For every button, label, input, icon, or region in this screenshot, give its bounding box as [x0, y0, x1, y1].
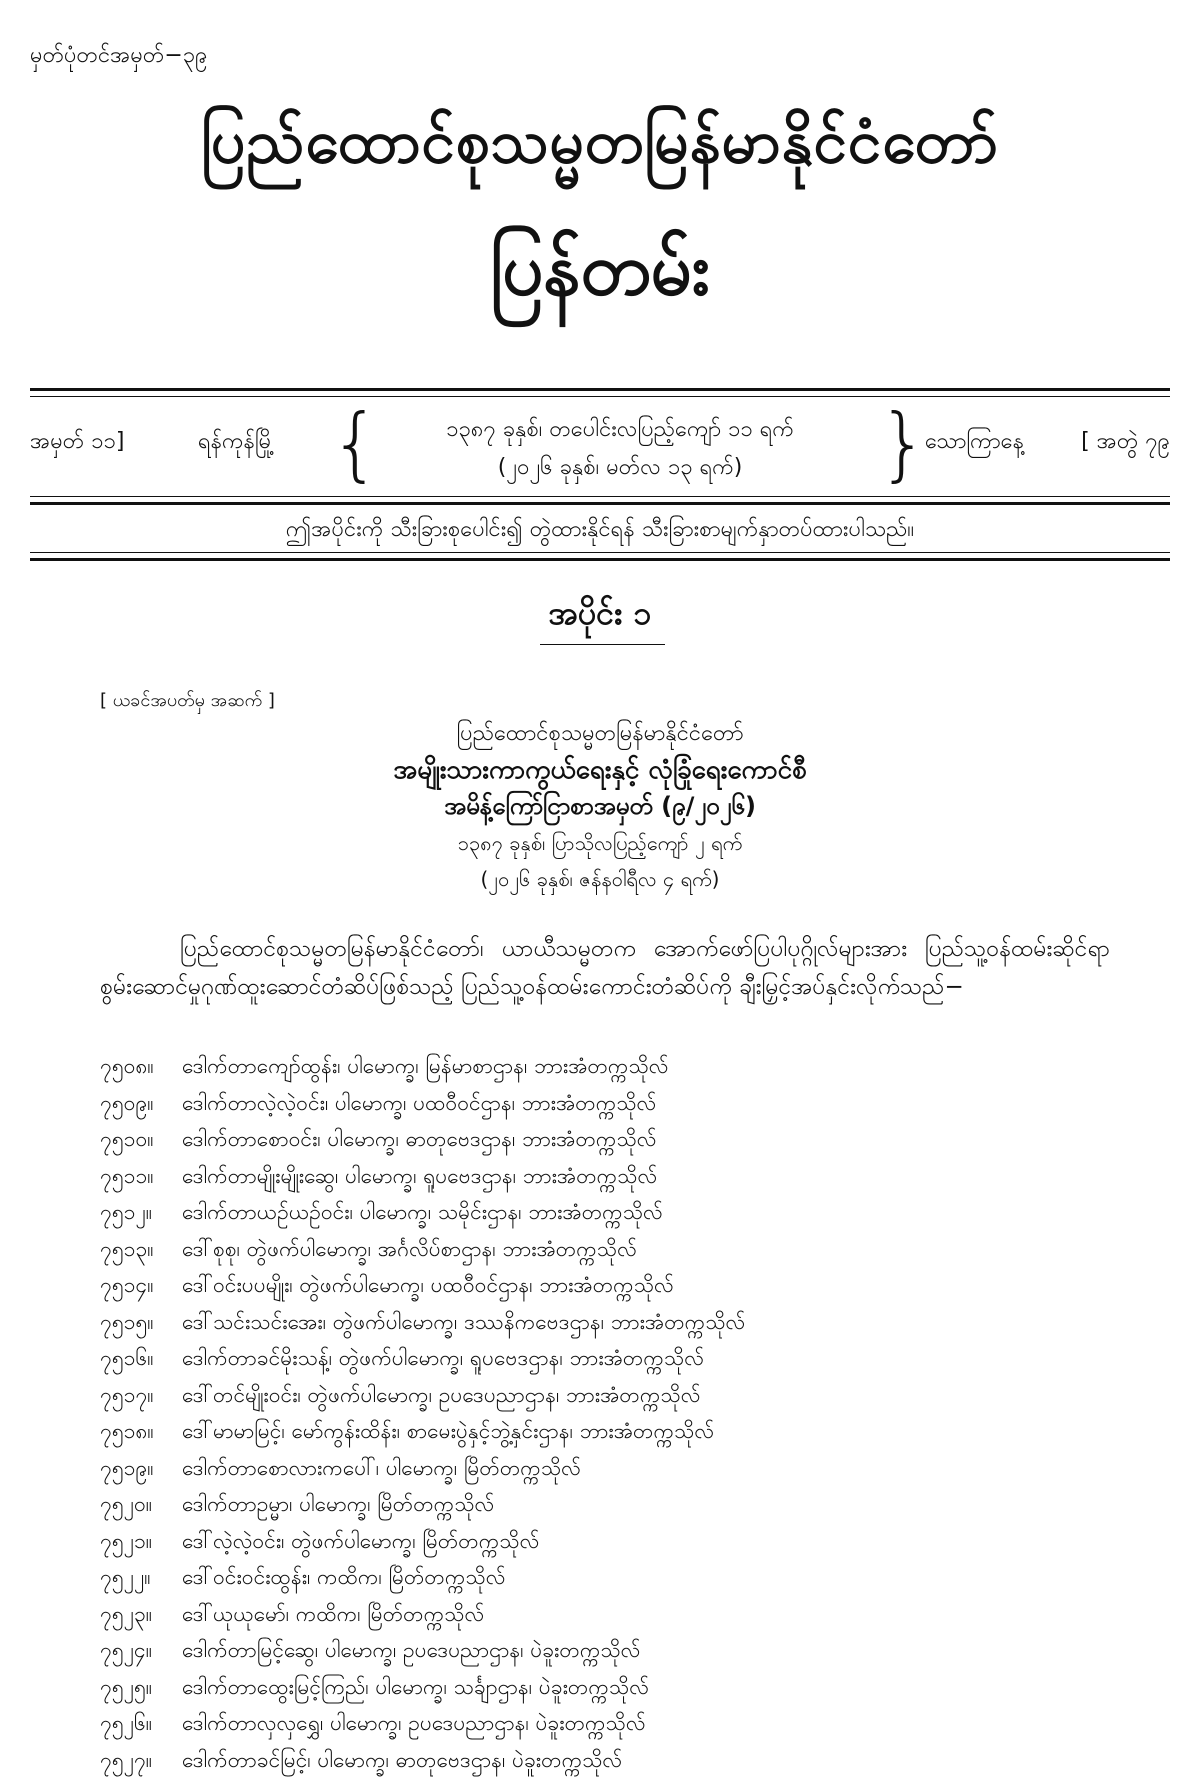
list-item — [100, 1304, 1150, 1341]
issue-info-bar — [30, 397, 1170, 500]
mid-rule-thin — [30, 496, 1170, 497]
entry-text: ဒေါက်တာလှလှရွှေ၊ ပါမောက္ခ၊ ဥပဒေပညာဌာန၊ ပဲခူးတက္ကသိုလ် — [182, 1711, 646, 1735]
entry-text: ဒေါ်ယုယုမော်၊ ကထိက၊ မြိတ်တက္ကသိုလ် — [182, 1601, 485, 1626]
entry-text: ဒေါက်တာထွေးမြင့်ကြည်၊ ပါမောက္ခ၊ သင်္ချာဌာန၊ ပဲခူးတက္ကသိုလ် — [182, 1674, 649, 1699]
entry-number: ၇၅၁၁။ — [100, 1163, 154, 1188]
list-item — [100, 1632, 1150, 1669]
entry-text: ဒေါက်တာဥမ္မာ၊ ပါမောက္ခ၊ မြိတ်တက္ကသိုလ် — [182, 1492, 495, 1516]
entry-text: ဒေါက်တာခင်မိုးသန့်၊ တွဲဖက်ပါမောက္ခ၊ ရူပဗေဒဌာန၊ ဘားအံတက္ကသိုလ် — [182, 1346, 704, 1370]
issue-number: အမှတ် ၁၁] — [30, 429, 125, 454]
entry-number: ၇၅၀၈။ — [100, 1054, 154, 1078]
list-item — [100, 1048, 1150, 1085]
registration-number: မှတ်ပုံတင်အမှတ်−၃၉ — [30, 43, 208, 68]
list-item — [100, 1559, 1150, 1596]
entry-number: ၇၅၂၅။ — [100, 1674, 153, 1699]
section-underline — [540, 644, 665, 645]
gazette-subtitle: ပြန်တမ်း — [490, 227, 710, 311]
entry-text: ဒေါက်တာယဉ်ယဉ်ဝင်း၊ ပါမောက္ခ၊ သမိုင်းဌာန၊ ဘားအံတက္ကသိုလ် — [182, 1200, 663, 1224]
issue-weekday: သောကြာနေ့ — [925, 429, 1024, 454]
award-list — [100, 1048, 1150, 1778]
list-item — [100, 1267, 1150, 1304]
entry-number: ၇၅၁၆။ — [100, 1346, 154, 1370]
top-rule-thick — [30, 388, 1170, 391]
entry-text: ဒေါ်တင်မျိုးဝင်း၊ တွဲဖက်ပါမောက္ခ၊ ဥပဒေပညာဌာန၊ ဘားအံတက္ကသိုလ် — [182, 1382, 701, 1407]
entry-text: ဒေါက်တာခင်မြင့်၊ ပါမောက္ခ၊ ဓာတုဗေဒဌာန၊ ပဲခူးတက္ကသိုလ် — [182, 1747, 623, 1772]
list-item — [100, 1231, 1150, 1268]
entry-text: ဒေါက်တာကျော်ထွန်း၊ ပါမောက္ခ၊ မြန်မာစာဌာန၊ ဘားအံတက္ကသိုလ် — [182, 1054, 669, 1078]
list-item — [100, 1705, 1150, 1742]
list-item — [100, 1669, 1150, 1706]
order-number: အမိန့်ကြော်ငြာစာအမှတ် (၉/၂၀၂၆) — [444, 792, 756, 820]
issue-date-gregorian: (၂၀၂၆ ခုနှစ်၊ မတ်လ ၁၃ ရက်) — [497, 455, 743, 480]
entry-number: ၇၅၁၅။ — [100, 1309, 154, 1334]
list-item — [100, 1194, 1150, 1231]
mid-rule-thick — [30, 502, 1170, 505]
list-item — [100, 1413, 1150, 1450]
bottom-rule-thin — [30, 552, 1170, 553]
list-item — [100, 1121, 1150, 1158]
entry-number: ၇၅၂၃။ — [100, 1601, 153, 1626]
separate-page-notice: ဤအပိုင်းကို သီးခြားစုပေါင်း၍ တွဲထားနိုင်ရန် သီးခြားစာမျက်နှာတပ်ထားပါသည်။ — [285, 517, 915, 542]
issue-volume: [ အတွဲ ၇၉ — [1081, 429, 1170, 454]
list-item — [100, 1158, 1150, 1195]
entry-number: ၇၅၁၂။ — [100, 1200, 153, 1224]
bottom-rule-thick — [30, 558, 1170, 561]
entry-text: ဒေါက်တာလဲ့လဲ့ဝင်း၊ ပါမောက္ခ၊ ပထဝီဝင်ဌာန၊ ဘားအံတက္ကသိုလ် — [182, 1090, 657, 1115]
list-item — [100, 1450, 1150, 1487]
entry-text: ဒေါက်တာစောဝင်း၊ ပါမောက္ခ၊ ဓာတုဗေဒဌာန၊ ဘားအံတက္ကသိုလ် — [182, 1127, 657, 1151]
entry-text: ဒေါ်လဲ့လဲ့ဝင်း၊ တွဲဖက်ပါမောက္ခ၊ မြိတ်တက္ကသိုလ် — [182, 1528, 540, 1553]
award-paragraph: ပြည်ထောင်စုသမ္မတမြန်မာနိုင်ငံတော်၊ ယာယီသမ္မတက အောက်ဖော်ပြပါပုဂ္ဂိုလ်များအား ပြည်သူ့ဝန်ထမ်းဆိုင်ရာ စွမ်းဆောင်မှုဂုဏ်ထူးဆောင်တံဆိပ်ဖြစ်သည့် ပြည်သူ့ဝန်ထမ်းကောင်းတံဆိပ်ကို ချီးမြှင့်အပ်နှင်းလိုက်သည်− — [100, 936, 1110, 1000]
order-government: ပြည်ထောင်စုသမ္မတမြန်မာနိုင်ငံတော် — [456, 721, 744, 746]
gazette-title: ပြည်ထောင်စုသမ္မတမြန်မာနိုင်ငံတော် — [201, 107, 999, 177]
list-item — [100, 1085, 1150, 1122]
entry-text: ဒေါ်မာမာမြင့်၊ မော်ကွန်းထိန်း၊ စာမေးပွဲနှင့်ဘွဲ့နှင်းဌာန၊ ဘားအံတက္ကသိုလ် — [182, 1419, 715, 1443]
list-item — [100, 1340, 1150, 1377]
entry-text: ဒေါ်ဝင်းပပမျိုး၊ တွဲဖက်ပါမောက္ခ၊ ပထဝီဝင်ဌာန၊ ဘားအံတက္ကသိုလ် — [182, 1273, 674, 1297]
entry-number: ၇၅၁၀။ — [100, 1127, 154, 1151]
entry-number: ၇၅၁၄။ — [100, 1273, 154, 1297]
entry-number: ၇၅၁၈။ — [100, 1419, 154, 1443]
entry-number: ၇၅၁၃။ — [100, 1236, 154, 1261]
entry-text: ဒေါ်သင်းသင်းအေး၊ တွဲဖက်ပါမောက္ခ၊ ဒဿနိကဗေဒဌာန၊ ဘားအံတက္ကသိုလ် — [182, 1309, 746, 1334]
issue-date-myanmar: ၁၃၈၇ ခုနှစ်၊ တပေါင်းလပြည့်ကျော် ၁၁ ရက် — [446, 417, 794, 442]
entry-number: ၇၅၀၉။ — [100, 1090, 154, 1115]
entry-text: ဒေါ်ဝင်းဝင်းထွန်း၊ ကထိက၊ မြိတ်တက္ကသိုလ် — [182, 1565, 506, 1589]
entry-number: ၇၅၁၉။ — [100, 1455, 154, 1480]
entry-text: ဒေါ်စုစု၊ တွဲဖက်ပါမောက္ခ၊ အင်္ဂလိပ်စာဌာန၊ ဘားအံတက္ကသိုလ် — [182, 1236, 637, 1261]
right-brace-icon: } — [878, 397, 929, 490]
order-date-myanmar: ၁၃၈၇ ခုနှစ်၊ ပြာသိုလပြည့်ကျော် ၂ ရက် — [457, 831, 743, 855]
entry-text: ဒေါက်တာစောလားကပေါ်၊ ပါမောက္ခ၊ မြိတ်တက္ကသိုလ် — [182, 1455, 581, 1480]
list-item — [100, 1377, 1150, 1414]
entry-number: ၇၅၂၀။ — [100, 1492, 153, 1516]
entry-number: ၇၅၂၄။ — [100, 1638, 153, 1662]
left-brace-icon: { — [330, 397, 381, 490]
entry-number: ၇၅၂၁။ — [100, 1528, 153, 1553]
entry-text: ဒေါက်တာမြင့်ဆွေ၊ ပါမောက္ခ၊ ဥပဒေပညာဌာန၊ ပဲခူးတက္ကသိုလ် — [182, 1638, 641, 1662]
continued-note: [ ယခင်အပတ်မှ အဆက် ] — [100, 690, 275, 711]
entry-number: ၇၅၁၇။ — [100, 1382, 154, 1407]
entry-number: ၇၅၂၂။ — [100, 1565, 151, 1589]
list-item — [100, 1742, 1150, 1779]
list-item — [100, 1596, 1150, 1633]
top-rule-thin — [30, 396, 1170, 397]
entry-number: ၇၅၂၇။ — [100, 1747, 153, 1772]
order-date-gregorian: (၂၀၂၆ ခုနှစ်၊ ဇန်နဝါရီလ ၄ ရက်) — [480, 867, 720, 891]
section-heading: အပိုင်း ၁ — [548, 594, 652, 632]
issue-place: ရန်ကုန်မြို့ — [198, 429, 275, 454]
entry-text: ဒေါက်တာမျိုးမျိုးဆွေ၊ ပါမောက္ခ၊ ရူပဗေဒဌာန၊ ဘားအံတက္ကသိုလ် — [182, 1163, 658, 1188]
list-item — [100, 1486, 1150, 1523]
order-council: အမျိုးသားကာကွယ်ရေးနှင့် လုံခြုံရေးကောင်စီ — [393, 755, 807, 785]
list-item — [100, 1523, 1150, 1560]
entry-number: ၇၅၂၆။ — [100, 1711, 153, 1735]
